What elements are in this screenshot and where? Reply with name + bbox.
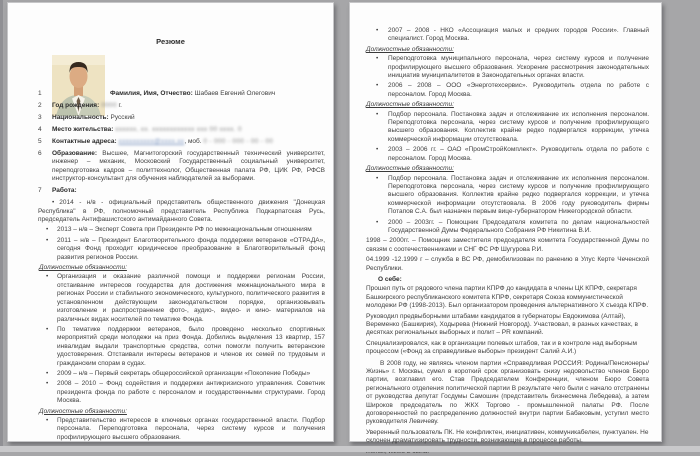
duty-item [350,55,661,80]
duty-text: Переподготовка муниципального персонала, через систему курсов и получение профилирующего высшего образования. Ускорение рассмотрения законодательных инициатив муниципалитетов в Законодательных органах власти. [388,55,649,80]
work-item-text: 2011 – н/в – Президент Благотворительного фонда поддержки ветеранов «ОТРАДА», сегодня Фонд проходит юридическое преобразование в Благотворительный фонд развития регионов России. [57,236,325,261]
work-item-text: 2008 – 2010 – Фонд содействия и поддержки антикризисного управления. Советник президента фонда по работе с персоналом и государственными структурами. Город Москва. [57,380,325,405]
duties-heading: Должностные обязанности: [39,407,127,415]
viewer-left-edge [0,0,3,452]
redacted-birth-year: 0000 [101,102,117,109]
duty-item [350,111,661,145]
work-item-text: 2007 – 2008 - НКО «Ассоциация малых и средних городов России». Главный специалист. Город Москва. [388,27,649,43]
field-full-name [8,90,333,98]
field-number: 3 [38,114,42,121]
field-label: Национальность: [52,114,109,121]
about-heading: О себе: [378,275,402,283]
work-history-continued [350,27,661,456]
work-item-2000-2003 [350,219,661,236]
duty-item [350,175,661,217]
bullet-dot: • [52,199,55,207]
work-item-2013 [8,226,333,234]
field-residence [8,126,333,134]
redacted-email-link[interactable]: xxxxxxxxxx@xxxx.xx [118,138,185,145]
duties-heading: Должностные обязанности: [366,101,454,109]
duties-heading: Должностные обязанности: [366,45,454,53]
work-item-2003-2006 [350,146,661,163]
work-item-military-service: 04.1999 -12.1999 г – служба в ВС РФ, демобилизован по ранению в Улус Керте Чеченской Республики. [366,256,649,272]
work-item-2008-2010 [8,380,333,405]
work-item-2011 [8,237,333,262]
work-history-section [8,199,333,442]
duty-text: Представительство интересов в ключевых органах государственной власти. Подбор персонала. Переподготовка персонала, через систему курсов и получения профилирующего высшего образования. [57,416,325,441]
field-birth-year [8,102,333,110]
resume-page-2 [349,2,662,445]
field-suffix: г. [116,102,122,109]
work-item-2007-2008 [350,27,661,44]
field-education [8,150,333,184]
field-label: Образование: [52,150,98,157]
duty-text: Подбор персонала. Постановка задач и отслеживание их исполнения персоналом. Переподготовка персонала, через систему курсов и получение профилирующего высшего образования. Коллектив крайне редко подвергался коррекции, и утечка коммерческой информации отсутствовала. В 2006 году руководитель фирмы Потапов С.А. был назначен первым вице-губернатором Нижегородской области. [388,174,649,216]
field-label: Год рождения: [52,102,100,109]
field-number: 1 [38,90,42,97]
about-paragraph-party-2008: В 2008 году, не являясь членом партии «Справедливая РОССИЯ: Родина/Пенсионеры/Жизнь» г. Москвы, сумел в короткий срок организовать снизу недовольство членов Бюро партии, возглавил его. Став Председателем Конференции, членом Бюро Совета регионального отделения политической партии В результате чего были с начало отстранены от руководства депутат Госдумы Самошин (представитель бизнесмена Лебедева), а затем Широков председатель по ЖКХ Торгово - промышленной палаты РФ. После договоренностей по распределению должностей внутри партии Бабаковым, уступил место руководителя Левичеву. [366,359,649,426]
field-label: Фамилия, Имя, Отчество: [110,90,193,97]
work-item-text: 2000 – 2003гг. – Помощник Председателя комитета по делам национальностей Государственной Думы Федерального Собрания РФ Никитина В.И. [388,218,649,234]
field-value: Русский [110,114,135,121]
duties-heading: Должностные обязанности: [39,264,127,272]
work-item-2014 [38,199,333,224]
field-contacts [8,138,333,146]
field-label: Контактные адреса: [52,138,117,145]
work-item-2009 [8,370,333,378]
field-value: Шабаев Евгений Олегович [194,90,276,97]
field-value: Высшее, Магнитогорский государственный технический университет, инженер – механик, Московский Государственный социальный университет, переподготовка кадров – политтехнолог, Общественная палата РФ, ЦИК РФ, РФСВ инструктор-консультант для обучения наблюдателей за выборами. [52,150,325,183]
field-mid-text: , моб. [184,138,202,145]
work-item-1998-2000: 1998 – 2000гг. – Помощник заместителя председателя комитета Государственной Думы по связям с соотечественниками и СНГ ФС РФ Шугурова Р.И. [366,237,649,253]
duty-text: Организация и оказание различной помощи и поддержки регионам России, отстаивание интересов государства для достижения межнационального мира в регионах России и стабильного экономического, культурного, политического развития в установленном действующим законодательством порядке, организовывать изготовление и распространение фото-, аудио-, видео- и кино- материалов на различных видах носителей по тематике Фонда. [57,273,325,323]
field-number: 6 [38,150,42,157]
redacted-address: xxxxxx, xx. xxxxxxxxxxxx xxx 00 xxxx. 0 [115,126,242,133]
duties-heading: Должностные обязанности: [366,165,454,173]
duty-item [8,417,333,442]
work-item-2006-2008 [350,82,661,99]
field-label: Работа: [52,187,77,195]
about-paragraph-campaigns: Руководил предвыборными штабами кандидатов в губернаторы Евдокимова (Алтай), Веременко (Башкирия), Ходырева (Нижний Новгород). Участвовал, в разных качествах, в десятках региональных выборных и полит – PR компаний. [366,312,638,337]
personal-fields [8,90,333,196]
redacted-phone: 0 - 000 - 000 - 00 - 00 [203,138,274,145]
about-paragraph-career-path: Прошел путь от рядового члена партии КПРФ до кандидата в члены ЦК КПРФ, секретаря Башкирского республиканского комитета КПРФ, секретаря Союза коммунистической молодежи РФ (1998-2013). Был организатором проведения альтернативного X съезда КПРФ. [366,285,649,310]
about-paragraph-personal-qualities: Уверенный пользователь ПК. Не конфликтен, инициативен, коммуникабелен, пунктуален. Не склонен драматизировать трудности, возникающие в процессе работы. [366,428,649,445]
field-label: Место жительства: [52,126,114,133]
duty-item [8,326,333,368]
viewer-bottom-strip [0,446,700,452]
field-nationality [8,114,333,122]
duty-item [8,273,333,323]
work-item-text: 2013 – н/в – Эксперт Совета при Президенте РФ по межнациональным отношениям [57,226,312,234]
field-number: 2 [38,102,42,109]
work-item-text: 2009 – н/в – Первый секретарь общероссийской организации «Поколение Победы» [57,369,311,377]
duty-text: Подбор персонала. Постановка задач и отслеживание их исполнения персоналом. Переподготовка персонала, через систему курсов и получение профилирующего высшего образования. Коллектив крайне редко подвергался коррекции, утечка коммерческой информации отсутствовала. [388,110,649,143]
resume-page-1 [7,2,334,442]
duty-text: По тематике поддержки ветеранов, было проведено несколько спортивных мероприятий среди молодежи на приз Фонда. Добились выделения 13 квартир, 157 инвалидам выдали транспортные средства, сотни помогли получить ветеранские удостоверения. Отстаивали интересы ветеранов и членов их семей по трудовым и гражданским спорам в судах. [57,325,325,367]
work-item-text: 2003 – 2006 гг. – ОАО «ПромСтройКомплект». Руководитель отдела по работе с персоналом. Город Москва. [388,146,649,162]
document-title: Резюме [156,37,185,46]
field-number: 4 [38,126,42,133]
field-number: 7 [38,187,42,195]
about-paragraph-specialization: Специализировался, как в организации полевых штабов, так и в контроле над выборным процессом («Фонд за справедливые выборы» президент Салий А.И.) [366,339,638,356]
field-work-header [8,187,333,195]
work-item-text: 2006 – 2008 – ООО «Энерготехсервис». Руководитель отдела по работе с персоналом. Город Москва. [388,82,649,98]
field-number: 5 [38,138,42,145]
work-item-text: 2014 - н/в - официальный представитель общественного движения "Донецкая Республика" в РФ, полномочный представитель Республика Подкарпатская Русь, председатель Антифашистского антимайданного Совета. [38,199,325,224]
